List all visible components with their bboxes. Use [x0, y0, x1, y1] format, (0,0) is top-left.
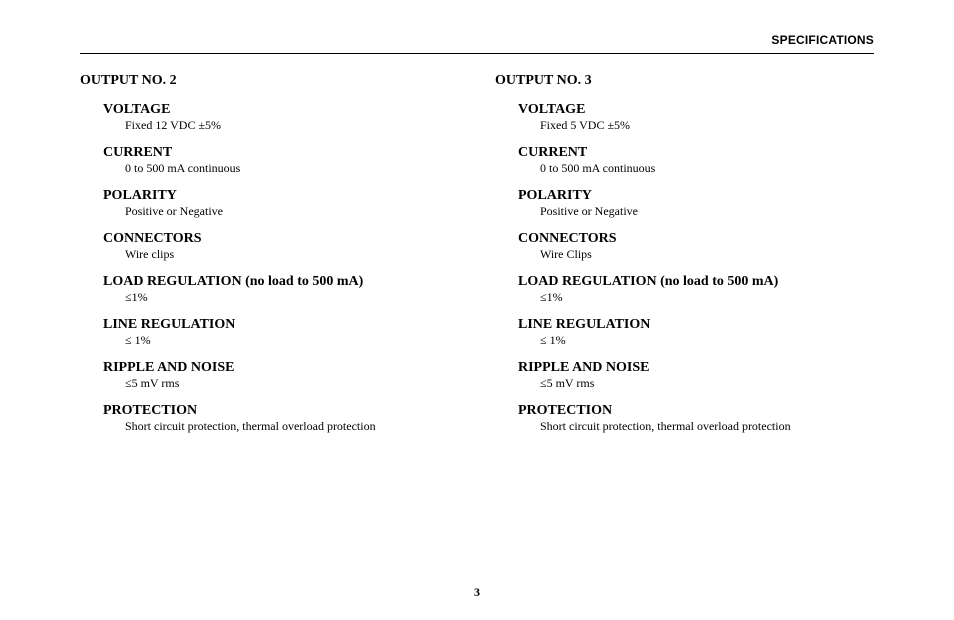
section-title-output-2: OUTPUT NO. 2	[80, 73, 177, 88]
spec-value: ≤1%	[540, 290, 563, 304]
spec-value: Fixed 12 VDC ±5%	[125, 118, 222, 132]
spec-value: ≤5 mV rms	[540, 376, 595, 390]
spec-connectors	[103, 231, 480, 262]
spec-label: VOLTAGE	[518, 102, 586, 117]
section-title-output-3: OUTPUT NO. 3	[495, 73, 592, 88]
spec-label: LINE REGULATION	[103, 317, 236, 332]
spec-value: Positive or Negative	[125, 204, 223, 218]
spec-value: ≤5 mV rms	[125, 376, 180, 390]
spec-label: CONNECTORS	[518, 231, 617, 246]
header-divider	[80, 53, 874, 54]
spec-label: POLARITY	[103, 188, 177, 203]
spec-ripple-noise	[103, 360, 480, 391]
spec-label: LOAD REGULATION (no load to 500 mA)	[103, 274, 364, 289]
spec-label: CURRENT	[518, 145, 588, 160]
spec-value: Fixed 5 VDC ±5%	[540, 118, 631, 132]
spec-label: PROTECTION	[103, 403, 198, 418]
output-3-column	[495, 73, 895, 446]
spec-current	[518, 145, 895, 176]
spec-label: RIPPLE AND NOISE	[518, 360, 650, 375]
spec-label: VOLTAGE	[103, 102, 171, 117]
spec-load-regulation	[518, 274, 895, 305]
spec-current	[103, 145, 480, 176]
output-2-column	[80, 73, 480, 446]
spec-value: Short circuit protection, thermal overload protection	[540, 419, 791, 433]
spec-value: Positive or Negative	[540, 204, 638, 218]
page-number: 3	[474, 585, 480, 599]
page-header-title: SPECIFICATIONS	[771, 33, 874, 47]
spec-connectors	[518, 231, 895, 262]
spec-value: ≤1%	[125, 290, 148, 304]
spec-voltage	[103, 102, 480, 133]
spec-line-regulation	[518, 317, 895, 348]
spec-value: ≤ 1%	[125, 333, 151, 347]
spec-polarity	[518, 188, 895, 219]
spec-value: Short circuit protection, thermal overload protection	[125, 419, 376, 433]
spec-ripple-noise	[518, 360, 895, 391]
spec-value: ≤ 1%	[540, 333, 566, 347]
spec-value: Wire Clips	[540, 247, 592, 261]
spec-load-regulation	[103, 274, 480, 305]
spec-label: CURRENT	[103, 145, 173, 160]
spec-protection	[518, 403, 895, 434]
spec-label: PROTECTION	[518, 403, 613, 418]
spec-voltage	[518, 102, 895, 133]
spec-label: CONNECTORS	[103, 231, 202, 246]
spec-value: 0 to 500 mA continuous	[540, 161, 656, 175]
spec-polarity	[103, 188, 480, 219]
spec-value: 0 to 500 mA continuous	[125, 161, 241, 175]
spec-label: LINE REGULATION	[518, 317, 651, 332]
spec-line-regulation	[103, 317, 480, 348]
spec-label: RIPPLE AND NOISE	[103, 360, 235, 375]
spec-protection	[103, 403, 480, 434]
spec-label: POLARITY	[518, 188, 592, 203]
spec-label: LOAD REGULATION (no load to 500 mA)	[518, 274, 779, 289]
spec-value: Wire clips	[125, 247, 175, 261]
